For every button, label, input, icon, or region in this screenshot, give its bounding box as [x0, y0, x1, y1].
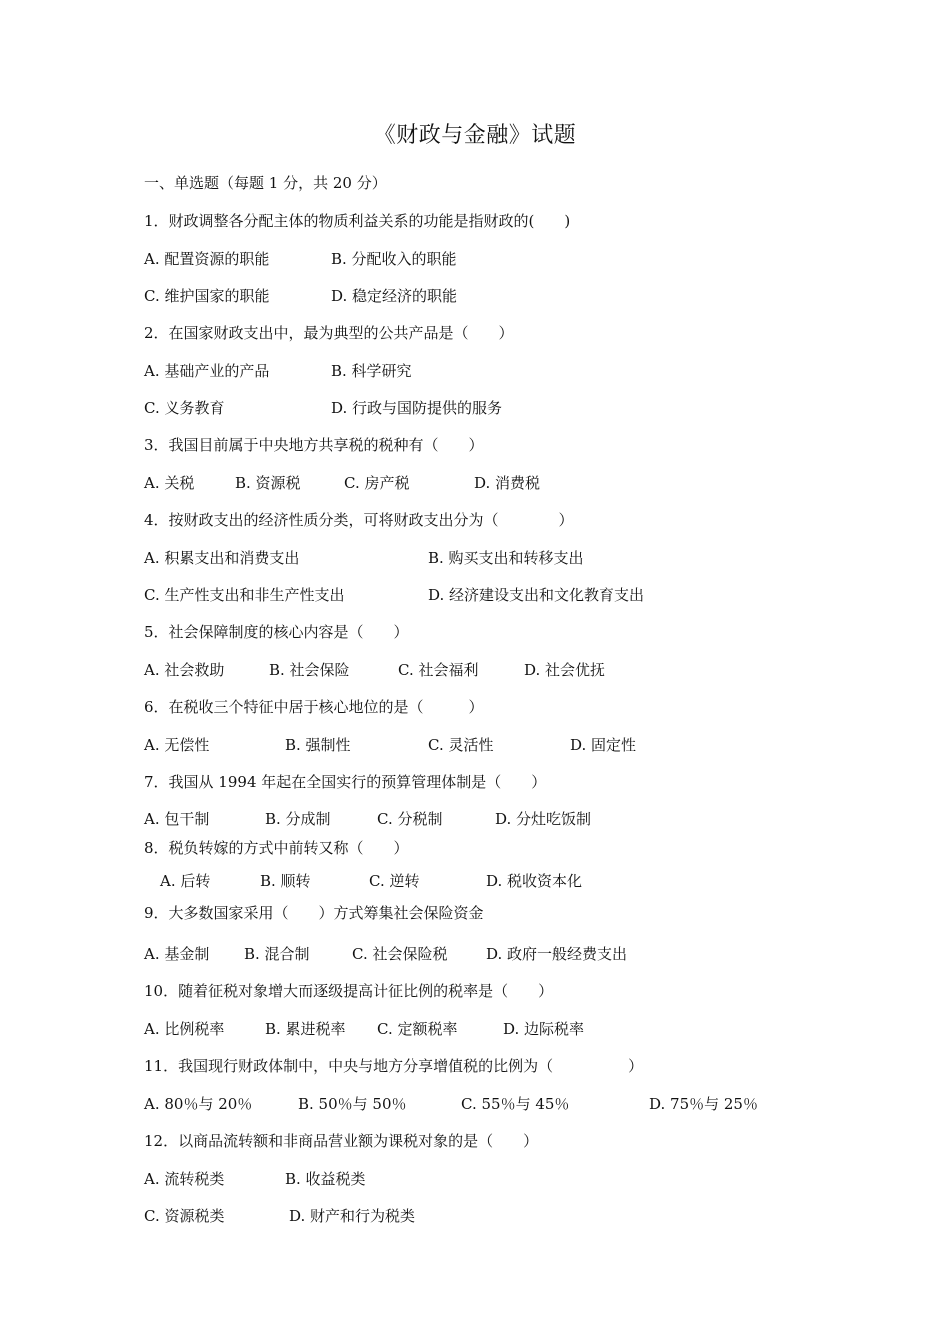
option-c: C. 社会福利 [398, 661, 479, 679]
question-11: 11．我国现行财政体制中，中央与地方分享增值税的比例为（ ） [144, 1057, 644, 1075]
option-c: C. 定额税率 [377, 1020, 458, 1038]
option-c: C. 资源税类 [144, 1207, 225, 1225]
question-1: 1．财政调整各分配主体的物质利益关系的功能是指财政的( ) [144, 212, 571, 230]
option-a: A. 基金制 [144, 945, 210, 963]
option-a: A. 积累支出和消费支出 [144, 549, 300, 567]
option-b: B. 累进税率 [265, 1020, 346, 1038]
option-d: D. 经济建设支出和文化教育支出 [428, 586, 645, 604]
section-heading: 一、单选题（每题 1 分，共 20 分） [144, 174, 387, 192]
option-b: B. 资源税 [235, 474, 301, 492]
question-8: 8．税负转嫁的方式中前转又称（ ） [144, 839, 409, 857]
option-a: A. 基础产业的产品 [144, 362, 270, 380]
option-c: C. 义务教育 [144, 399, 225, 417]
option-d: D. 社会优抚 [524, 661, 606, 679]
question-12: 12．以商品流转额和非商品营业额为课税对象的是（ ） [144, 1132, 539, 1150]
question-10: 10．随着征税对象增大而逐级提高计征比例的税率是（ ） [144, 982, 554, 1000]
option-b: B. 分配收入的职能 [331, 250, 457, 268]
option-b: B. 社会保险 [269, 661, 350, 679]
option-a: A. 包干制 [144, 810, 210, 828]
option-c: C. 灵活性 [428, 736, 494, 754]
option-d: D. 边际税率 [503, 1020, 585, 1038]
option-a: A. 80％与 20％ [144, 1095, 253, 1113]
question-4: 4．按财政支出的经济性质分类，可将财政支出分为（ ） [144, 511, 574, 529]
page-title: 《财政与金融》试题 [373, 123, 577, 148]
question-7: 7．我国从 1994 年起在全国实行的预算管理体制是（ ） [144, 773, 547, 791]
option-b: B. 分成制 [265, 810, 331, 828]
option-b: B. 混合制 [244, 945, 310, 963]
option-d: D. 75％与 25％ [649, 1095, 758, 1113]
option-d: D. 税收资本化 [486, 872, 583, 890]
option-c: C. 逆转 [369, 872, 420, 890]
option-a: A. 无偿性 [144, 736, 210, 754]
option-d: D. 财产和行为税类 [289, 1207, 416, 1225]
option-d: D. 固定性 [570, 736, 637, 754]
option-c: C. 55％与 45％ [461, 1095, 570, 1113]
question-3: 3．我国目前属于中央地方共享税的税种有（ ） [144, 436, 484, 454]
option-c: C. 社会保险税 [352, 945, 448, 963]
option-b: B. 强制性 [285, 736, 351, 754]
option-d: D. 分灶吃饭制 [495, 810, 592, 828]
question-2: 2．在国家财政支出中，最为典型的公共产品是（ ） [144, 324, 514, 342]
option-a: A. 流转税类 [144, 1170, 225, 1188]
option-a: A. 社会救助 [144, 661, 225, 679]
option-b: B. 科学研究 [331, 362, 412, 380]
option-b: B. 顺转 [260, 872, 311, 890]
option-a: A. 关税 [144, 474, 195, 492]
option-c: C. 生产性支出和非生产性支出 [144, 586, 345, 604]
question-6: 6．在税收三个特征中居于核心地位的是（ ） [144, 698, 484, 716]
option-d: D. 行政与国防提供的服务 [331, 399, 503, 417]
option-a: A. 配置资源的职能 [144, 250, 270, 268]
question-9: 9．大多数国家采用（ ）方式筹集社会保险资金 [144, 904, 484, 922]
option-c: C. 维护国家的职能 [144, 287, 270, 305]
option-b: B. 收益税类 [285, 1170, 366, 1188]
option-a: A. 后转 [160, 872, 211, 890]
question-5: 5．社会保障制度的核心内容是（ ） [144, 623, 409, 641]
option-c: C. 分税制 [377, 810, 443, 828]
option-d: D. 政府一般经费支出 [486, 945, 628, 963]
option-c: C. 房产税 [344, 474, 410, 492]
option-d: D. 消费税 [474, 474, 541, 492]
option-a: A. 比例税率 [144, 1020, 225, 1038]
option-b: B. 50％与 50％ [298, 1095, 407, 1113]
option-b: B. 购买支出和转移支出 [428, 549, 584, 567]
option-d: D. 稳定经济的职能 [331, 287, 458, 305]
